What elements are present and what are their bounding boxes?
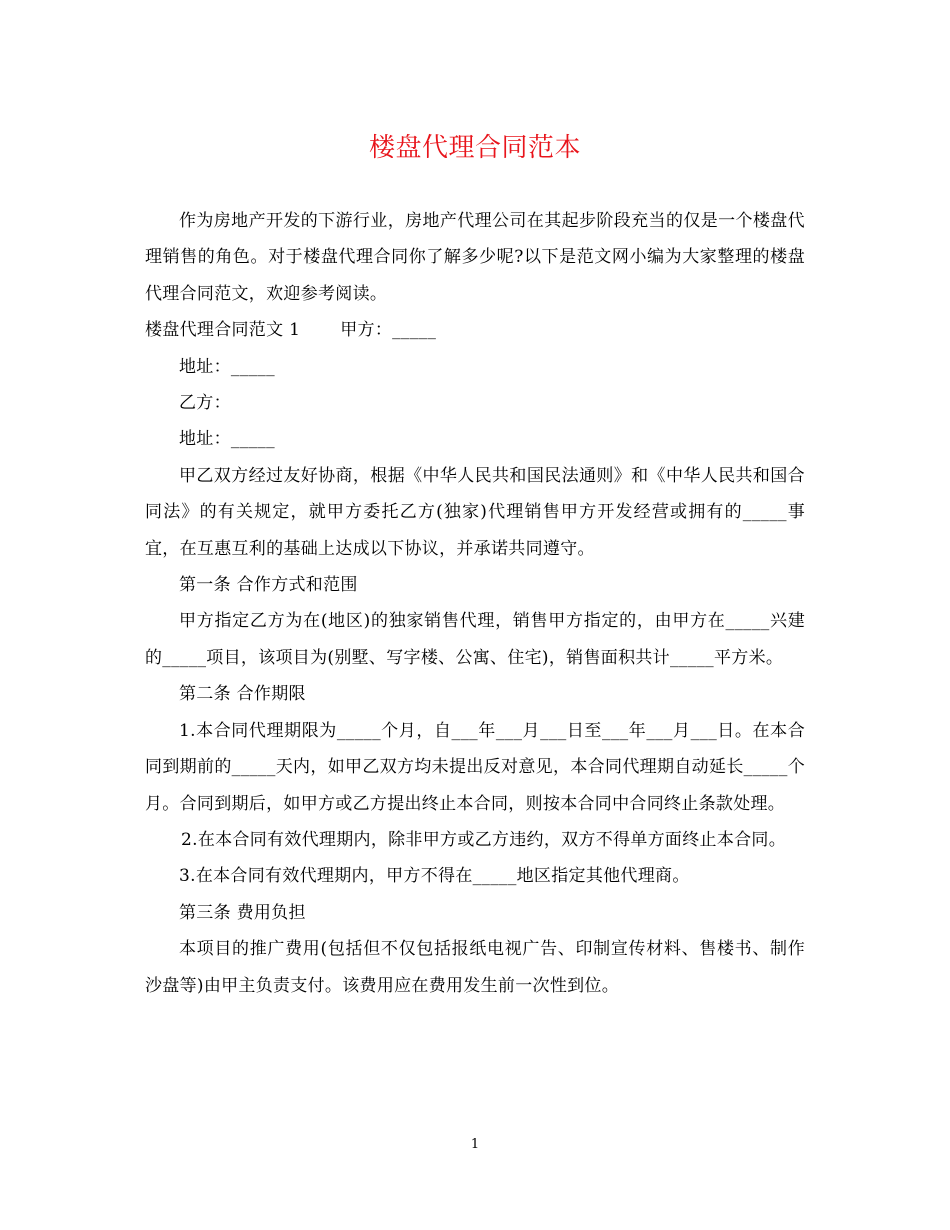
article-1-text: 甲方指定乙方为在(地区)的独家销售代理，销售甲方指定的，由甲方在_____兴建的_____项目，该项目为(别墅、写字楼、公寓、住宅)，销售面积共计_____平方米。 (145, 611, 805, 668)
page-number: 1 (470, 1137, 480, 1152)
article-2-item-3: 3.在本合同有效代理期内，甲方不得在_____地区指定其他代理商。 (179, 866, 690, 887)
party-a-field: 甲方：_____ (340, 320, 437, 341)
preamble-paragraph: 甲乙双方经过友好协商，根据《中华人民共和国民法通则》和《中华人民共和国合同法》的有关规定，就甲方委托乙方(独家)代理销售甲方开发经营或拥有的_____事宜，在互惠互利的基础上达成以下协议，并承诺共同遵守。 (145, 465, 805, 559)
article-3-text: 本项目的推广费用(包括但不仅包括报纸电视广告、印制宣传材料、售楼书、制作沙盘等)由甲主负责支付。该费用应在费用发生前一次性到位。 (145, 939, 805, 996)
article-2-item-2: 2.在本合同有效代理期内，除非甲方或乙方违约，双方不得单方面终止本合同。 (181, 829, 787, 850)
sample-heading-line (145, 312, 805, 348)
article-2-title: 第二条 合作期限 (179, 684, 306, 705)
party-b-field: 乙方： (179, 393, 231, 414)
document-title: 楼盘代理合同范本 (368, 133, 581, 163)
article-1-title: 第一条 合作方式和范围 (179, 575, 358, 596)
sample-label: 楼盘代理合同范文 1 (145, 320, 301, 341)
article-3-title: 第三条 费用负担 (179, 902, 306, 923)
document-body (145, 203, 805, 1004)
party-a-address: 地址：_____ (179, 356, 275, 377)
article-2-item-1: 1.本合同代理期限为_____个月，自___年___月___日至___年___月___日。在本合同到期前的_____天内，如甲乙双方均未提出反对意见，本合同代理期自动延长_____个月。合同到期后，如甲方或乙方提出终止本合同，则按本合同中合同终止条款处理。 (145, 720, 805, 814)
party-b-address: 地址：_____ (179, 429, 275, 450)
intro-paragraph: 作为房地产开发的下游行业，房地产代理公司在其起步阶段充当的仅是一个楼盘代理销售的角色。对于楼盘代理合同你了解多少呢?以下是范文网小编为大家整理的楼盘代理合同范文，欢迎参考阅读。 (145, 211, 805, 304)
